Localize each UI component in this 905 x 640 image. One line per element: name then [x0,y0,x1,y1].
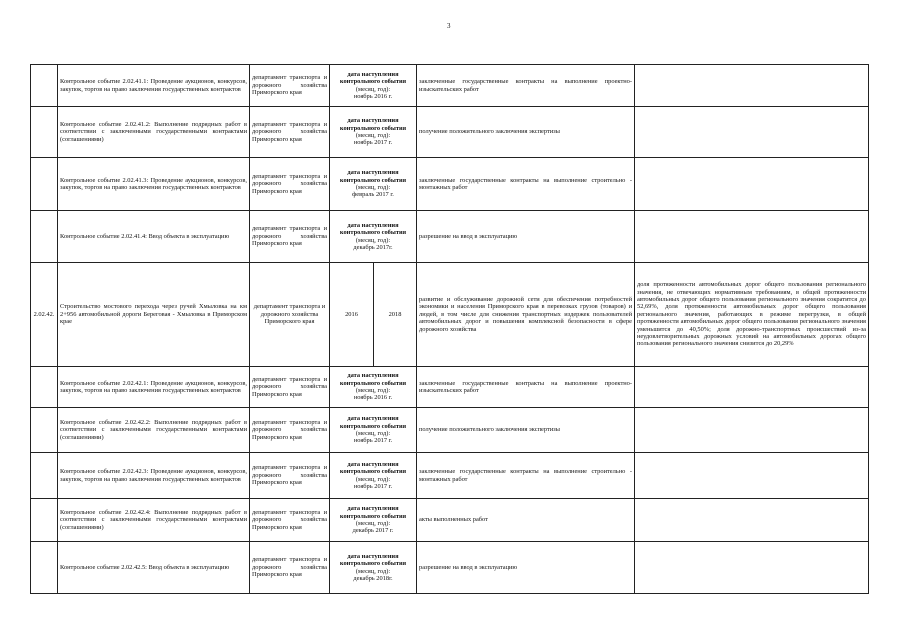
start-year-cell: 2016 [330,263,374,367]
event-date-unit: (месяц, год): [355,567,391,575]
department-cell: департамент транспорта и дорожного хозяйства Приморского края [250,542,330,594]
code-cell [31,542,58,594]
department-cell: департамент транспорта и дорожного хозяйства Приморского края [250,263,330,367]
result-cell: заключенные государственные контракты на выполнение строительно - монтажных работ [417,158,635,211]
indicator-cell [635,499,869,542]
code-cell: 2.02.42. [31,263,58,367]
project-name-cell: Строительство мостового перехода через ручей Хмыловка на км 2+956 автомобильной дороги Береговая - Хмыловка в Приморском крае [58,263,250,367]
event-date-header: дата наступления контрольного события [339,505,407,520]
event-date-unit: (месяц, год): [355,387,391,394]
event-date-value: ноябрь 2017 г. [353,437,393,445]
event-date-unit: (месяц, год): [355,236,391,244]
code-cell [31,158,58,211]
event-date-value: декабрь 2018г. [353,574,393,582]
event-date-value: ноябрь 2016 г. [353,394,393,402]
table-row [31,211,869,263]
event-date-cell [330,499,417,542]
event-date-value: декабрь 2017 г. [352,527,394,535]
event-date-cell [330,367,417,408]
event-date-value: ноябрь 2017 г. [353,139,393,147]
code-cell [31,65,58,107]
department-cell: департамент транспорта и дорожного хозяйства Приморского края [250,408,330,453]
event-date-unit: (месяц, год): [355,520,391,527]
result-cell: получение положительного заключения экспертизы [417,408,635,453]
event-name-cell: Контрольное событие 2.02.42.4: Выполнение подрядных работ в соответствии с заключенными государственными контрактами (соглашениями) [58,499,250,542]
result-cell: акты выполненных работ [417,499,635,542]
code-cell [31,211,58,263]
event-date-header: дата наступления контрольного события [339,372,407,387]
code-cell [31,408,58,453]
event-date-unit: (месяц, год): [355,132,391,139]
result-cell: разрешение на ввод в эксплуатацию [417,542,635,594]
event-date-value: ноябрь 2017 г. [353,482,393,490]
indicator-cell: доля протяженности автомобильных дорог общего пользования регионального значения, не отвечающих нормативным требованиям, в общей протяженности автомобильных дорог общего пользования регионального значения сократится до 52,69%, доля протяженности автомобильных дорог общего пользования регионального значения, работающих в режиме перегрузки, в общей протяженности автомобильных дорог общего пользования регионального значения уменьшится до 40,50%; доля дорожно-транспортных происшествий из-за неудовлетворительных дорожных условий на автомобильных дорогах общего пользования регионального значения снизится до 20,29% [635,263,869,367]
event-date-header: дата наступления контрольного события [339,117,407,132]
table-row [31,107,869,158]
table-row [31,499,869,542]
event-date-unit: (месяц, год): [355,475,391,483]
event-date-header: дата наступления контрольного события [339,169,407,184]
event-name-cell: Контрольное событие 2.02.42.5: Ввод объекта в эксплуатацию [58,542,250,594]
table-row [31,367,869,408]
event-date-unit: (месяц, год): [355,184,391,191]
result-cell: получение положительного заключения экспертизы [417,107,635,158]
table-row [31,65,869,107]
code-cell [31,453,58,499]
end-year-cell: 2018 [374,263,417,367]
event-name-cell: Контрольное событие 2.02.41.4: Ввод объекта в эксплуатацию [58,211,250,263]
event-date-cell [330,453,417,499]
event-date-header: дата наступления контрольного события [339,460,407,476]
event-name-cell: Контрольное событие 2.02.41.3: Проведение аукционов, конкурсов, закупок, торгов на право заключения государственных контрактов [58,158,250,211]
event-name-cell: Контрольное событие 2.02.42.2: Выполнение подрядных работ в соответствии с заключенными государственными контрактами (соглашениями) [58,408,250,453]
event-date-value: февраль 2017 г. [352,191,394,199]
page-number: 3 [447,22,451,30]
result-cell: заключенные государственные контракты на выполнение строительно - монтажных работ [417,453,635,499]
indicator-cell [635,367,869,408]
result-cell: развитие и обслуживание дорожной сети для обеспечения потребностей экономики и населения Приморского края в перевозках грузов (товаров) и людей, в том числе для снижения транспортных издержек пользователей автомобильных дорог и повышения комплексной безопасности в сфере дорожного хозяйства [417,263,635,367]
program-table [30,64,869,594]
event-name-cell: Контрольное событие 2.02.42.1: Проведение аукционов, конкурсов, закупок, торгов на право заключения государственных контрактов [58,367,250,408]
indicator-cell [635,211,869,263]
event-date-header: дата наступления контрольного события [339,552,407,568]
code-cell [31,499,58,542]
event-date-value: декабрь 2017г. [353,243,393,251]
indicator-cell [635,453,869,499]
indicator-cell [635,158,869,211]
event-name-cell: Контрольное событие 2.02.42.3: Проведение аукционов, конкурсов, закупок, торгов на право заключения государственных контрактов [58,453,250,499]
event-date-cell [330,211,417,263]
event-date-header: дата наступления контрольного события [339,221,407,237]
indicator-cell [635,107,869,158]
department-cell: департамент транспорта и дорожного хозяйства Приморского края [250,65,330,107]
event-date-header: дата наступления контрольного события [339,70,407,86]
code-cell [31,107,58,158]
event-name-cell: Контрольное событие 2.02.41.2: Выполнение подрядных работ в соответствии с заключенными государственными контрактами (соглашениями) [58,107,250,158]
event-date-unit: (месяц, год): [355,430,391,437]
table-row-main [31,263,869,367]
table-row [31,542,869,594]
department-cell: департамент транспорта и дорожного хозяйства Приморского края [250,107,330,158]
table-row [31,453,869,499]
table-row [31,408,869,453]
table-row [31,158,869,211]
event-date-cell [330,107,417,158]
result-cell: заключенные государственные контракты на выполнение проектно-изыскательских работ [417,367,635,408]
event-date-cell [330,408,417,453]
indicator-cell [635,65,869,107]
result-cell: заключенные государственные контракты на выполнение проектно-изыскательских работ [417,65,635,107]
department-cell: департамент транспорта и дорожного хозяйства Приморского края [250,499,330,542]
event-date-header: дата наступления контрольного события [339,415,407,430]
event-date-value: ноябрь 2016 г. [353,92,393,100]
event-date-unit: (месяц, год): [355,85,391,93]
event-date-cell [330,158,417,211]
department-cell: департамент транспорта и дорожного хозяйства Приморского края [250,453,330,499]
event-name-cell: Контрольное событие 2.02.41.1: Проведение аукционов, конкурсов, закупок, торгов на право заключения государственных контрактов [58,65,250,107]
department-cell: департамент транспорта и дорожного хозяйства Приморского края [250,158,330,211]
event-date-cell [330,65,417,107]
department-cell: департамент транспорта и дорожного хозяйства Приморского края [250,211,330,263]
code-cell [31,367,58,408]
event-date-cell [330,542,417,594]
indicator-cell [635,408,869,453]
department-cell: департамент транспорта и дорожного хозяйства Приморского края [250,367,330,408]
indicator-cell [635,542,869,594]
result-cell: разрешение на ввод в эксплуатацию [417,211,635,263]
